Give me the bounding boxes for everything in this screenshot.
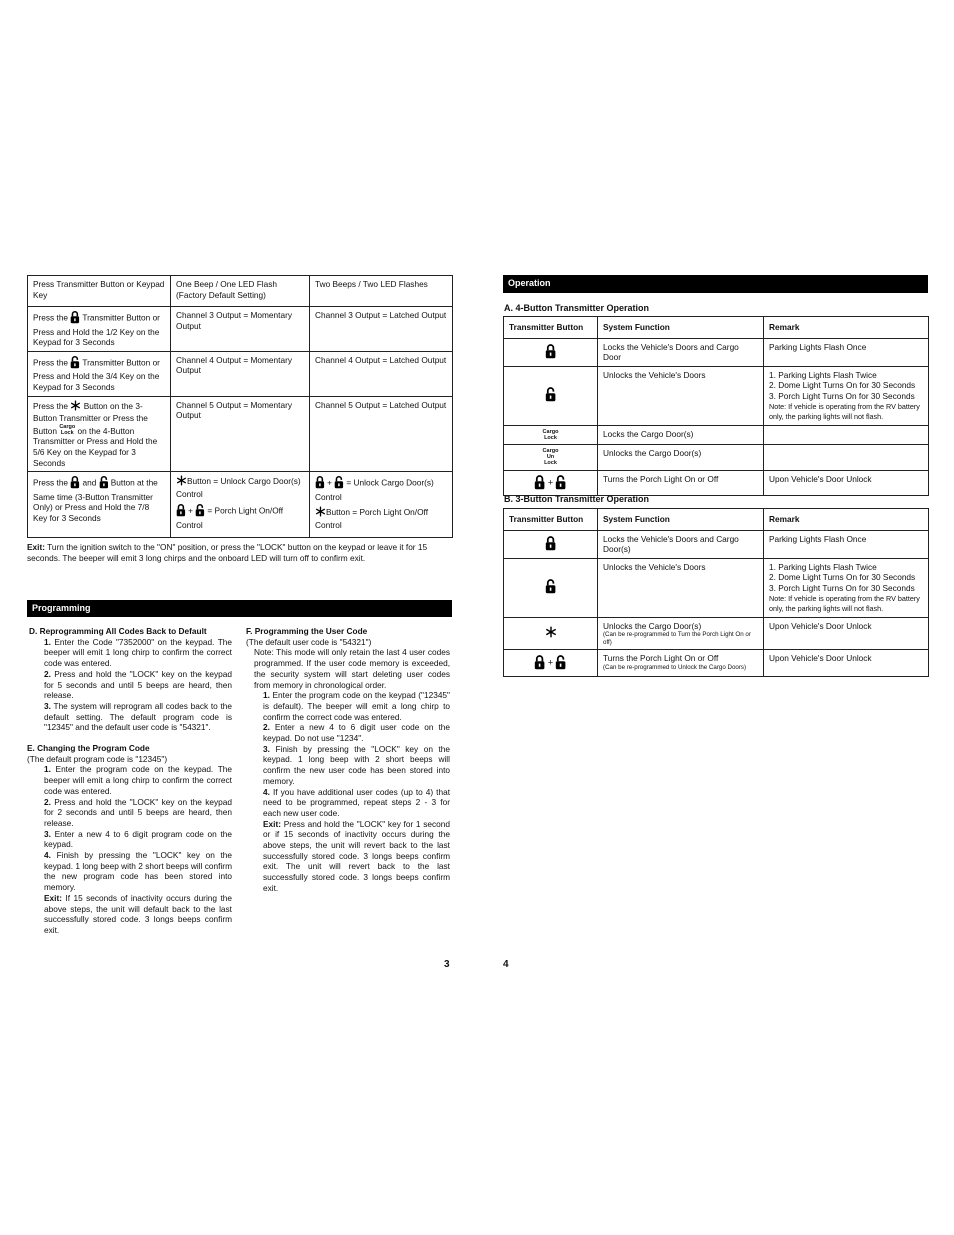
header-cell: Press Transmitter Button or Keypad Key: [28, 276, 171, 307]
unlock-icon: [555, 654, 566, 673]
table-row: Cargo Un Lock Unlocks the Cargo Door(s): [504, 445, 929, 471]
step-list: [27, 764, 232, 892]
section-d: D. Reprogramming All Codes Back to Default 1. Enter the Code "7352000" on the keypad. The beeper will emit 1 long chirp to confirm the correct code was entered. 2. Press and hold the "LOCK" key on the keypad for 5 seconds and until 5 beeps are heard, then release. 3. The system will reprogram all codes back to the default setting. The default program code is "12345" and the default user code is "54321".: [29, 626, 233, 733]
cargo-lock-icon: Cargo Lock: [59, 423, 76, 436]
lock-icon: [315, 475, 325, 492]
table-row: Unlocks the Cargo Door(s) (Can be re-programmed to Turn the Porch Light On or off) Upon Vehicle's Door Unlock: [504, 617, 929, 649]
star-icon: [70, 400, 81, 414]
list-item: 2. Press and hold the "LOCK" key on the keypad for 2 seconds and until 5 beeps are heard, then release.: [44, 796, 232, 828]
unlock-icon: [195, 503, 205, 520]
page-number-right: 4: [503, 959, 509, 970]
list-item: 1. Enter the Code "7352000" on the keypad. The beeper will emit 1 long chirp to confirm the correct code was entered.: [44, 636, 232, 669]
star-icon: [176, 475, 187, 489]
table-row: + Turns the Porch Light On or Off Upon Vehicle's Door Unlock: [504, 470, 929, 496]
section-b-title: B. 3-Button Transmitter Operation: [504, 494, 650, 504]
table-row: Cargo Lock Locks the Cargo Door(s): [504, 425, 929, 445]
page-number-left: 3: [444, 959, 450, 970]
header-cell: One Beep / One LED Flash (Factory Default Setting): [171, 276, 310, 307]
operation-header: Operation: [503, 275, 928, 293]
lock-icon: [545, 343, 556, 362]
exit-note: Exit: Turn the ignition switch to the "ON" position, or press the "LOCK" button on the keypad or leave it for 15 seconds. The beeper will emit 3 long chirps and the onboard LED will turn off to confirm exit.: [27, 542, 428, 563]
list-item: 1. Enter the program code on the keypad. The beeper will emit a long chirp to confirm the correct code was entered.: [44, 764, 232, 796]
star-icon: [315, 506, 326, 520]
list-item: 4. If you have additional user codes (up to 4) that need to be programmed, repeat steps 2 - 3 for each new user code.: [263, 786, 451, 818]
table-row: Transmitter Button System Function Remark: [504, 317, 929, 339]
table-row: Locks the Vehicle's Doors and Cargo Door(s) Parking Lights Flash Once: [504, 530, 929, 558]
unlock-icon: [70, 355, 80, 372]
exit-note: Exit: If 15 seconds of inactivity occurs during the above steps, the unit will default back to the last successfully stored code. 3 longs beeps confirm exit.: [44, 892, 232, 935]
unlock-icon: [334, 475, 344, 492]
header-cell: Two Beeps / Two LED Flashes: [310, 276, 453, 307]
list-item: 3. The system will reprogram all codes back to the default setting. The default program code is "12345" and the default user code is "54321".: [44, 700, 233, 733]
section-e: E. Changing the Program Code (The default program code is "12345") 1. Enter the program code on the keypad. The beeper will emit a long chirp to confirm the correct code was entered. 2. Press and hold the "LOCK" key on the keypad for 2 seconds and until 5 beeps are heard, then release. 3. Enter a new 4 to 6 digit program code on the keypad. 4. Finish by pressing the "LOCK" key on the keypad. 1 long beep with 2 short beeps will confirm the new program code has been stored into memory. Exit: If 15 seconds of inactivity occurs during the above steps, the unit will default back to the last successfully stored code. 3 longs beeps confirm exit.: [27, 743, 232, 935]
unlock-icon: [555, 474, 566, 493]
step-list: [27, 637, 232, 733]
table-row: Unlocks the Vehicle's Doors 1. Parking Lights Flash Twice 2. Dome Light Turns On for 30 Seconds 3. Porch Light Turns On for 30 Seconds Note: If vehicle is operating from the RV battery only, the parking lights will not flash.: [504, 366, 929, 425]
list-item: 2. Enter a new 4 to 6 digit user code on the keypad. Do not use "1234".: [263, 722, 450, 744]
table-row: + Turns the Porch Light On or Off (Can be re-programmed to Unlock the Cargo Doors) Upon Vehicle's Door Unlock: [504, 649, 929, 676]
table-row: Press the Transmitter Button or Press and Hold the 3/4 Key on the Keypad for 3 Seconds Channel 4 Output = Momentary Output Channel 4 Output = Latched Output: [28, 351, 453, 396]
table-row: Unlocks the Vehicle's Doors 1. Parking Lights Flash Twice 2. Dome Light Turns On for 30 Seconds 3. Porch Light Turns On for 30 Seconds Note: If vehicle is operating from the RV battery only, the parking lights will not flash.: [504, 558, 929, 617]
step-list: [246, 690, 450, 818]
table-row: [28, 276, 453, 307]
list-item: 2. Press and hold the "LOCK" key on the keypad for 5 seconds and until 5 beeps are heard, then release.: [44, 668, 232, 701]
lock-icon: [534, 474, 545, 493]
table-row: Locks the Vehicle's Doors and Cargo Door Parking Lights Flash Once: [504, 338, 929, 366]
section-f: F. Programming the User Code (The default user code is "54321") Note: This mode will only retain the last 4 user codes programmed. If the user code memory is exceeded, the security system will start deleting user codes from memory in chronological order. 1. Enter the program code on the keypad ("12345" is default). The beeper will emit a long chirp to confirm the correct code was entered. 2. Enter a new 4 to 6 digit user code on the keypad. Do not use "1234". 3. Finish by pressing the "LOCK" key on the keypad. 1 long beep with 2 short beeps will confirm the new user code has been stored into memory. 4. If you have additional user codes (up to 4) that need to be programmed, repeat steps 2 - 3 for each new user code. Exit: Press and hold the "LOCK" key for 1 second or if 15 seconds of inactivity occurs during the above steps, the unit will revert back to the last successfully stored code. 3 longs beeps confirm exit. The unit will revert back to the last successfully stored code. 3 longs beeps confirm exit.: [246, 626, 451, 893]
section-a-title: A. 4-Button Transmitter Operation: [504, 303, 650, 313]
list-item: 3. Finish by pressing the "LOCK" key on the keypad. 1 long beep with 2 short beeps will confirm the new user code has been stored into memory.: [263, 743, 450, 786]
channel-output-table: [27, 275, 453, 538]
lock-icon: [534, 654, 545, 673]
lock-icon: [70, 475, 80, 492]
list-item: 4. Finish by pressing the "LOCK" key on the keypad. 1 long beep with 2 short beeps will confirm the new program code has been stored into memory.: [44, 850, 232, 893]
table-row: Press the Transmitter Button or Press and Hold the 1/2 Key on the Keypad for 3 Seconds Channel 3 Output = Momentary Output Channel 3 Output = Latched Output: [28, 307, 453, 352]
star-icon: [545, 626, 557, 641]
exit-note: Exit: Press and hold the "LOCK" key for 1 second or if 15 seconds of inactivity occurs during the above steps, the unit will revert back to the last successfully stored code. 3 longs beeps confirm exit. The unit will revert back to the last successfully stored code. 3 longs beeps confirm exit.: [263, 818, 450, 893]
programming-header: Programming: [27, 600, 452, 617]
lock-icon: [545, 535, 556, 554]
table-row: Transmitter Button System Function Remark: [504, 509, 929, 531]
three-button-table: [503, 508, 929, 677]
unlock-icon: [545, 386, 556, 405]
list-item: 1. Enter the program code on the keypad ("12345" is default). The beeper will emit a long chirp to confirm the correct code was entered.: [263, 690, 450, 722]
unlock-icon: [99, 475, 109, 492]
unlock-icon: [545, 578, 556, 597]
table-row: Press the and Button at the Same time (3-Button Transmitter Only) or Press and Hold the 7/8 Key for 3 Seconds Button = Unlock Cargo Door(s) Control + = Porch Light On/Off Control + = Unlock Cargo Door(s) Control Button = Porch Light On/Off Control: [28, 472, 453, 538]
table-row: Press the Button on the 3-Button Transmitter or Press the Button Cargo Lock on the 4-Button Transmitter or Press and Hold the 5/6 Key on the Keypad for 3 Seconds Channel 5 Output = Momentary Output Channel 5 Output = Latched Output: [28, 396, 453, 472]
lock-icon: [176, 503, 186, 520]
cargo-lock-icon: Cargo Lock: [542, 428, 559, 441]
lock-icon: [70, 310, 80, 327]
cargo-unlock-icon: Cargo Un Lock: [542, 448, 559, 467]
list-item: 3. Enter a new 4 to 6 digit program code on the keypad.: [44, 828, 232, 850]
four-button-table: [503, 316, 929, 496]
